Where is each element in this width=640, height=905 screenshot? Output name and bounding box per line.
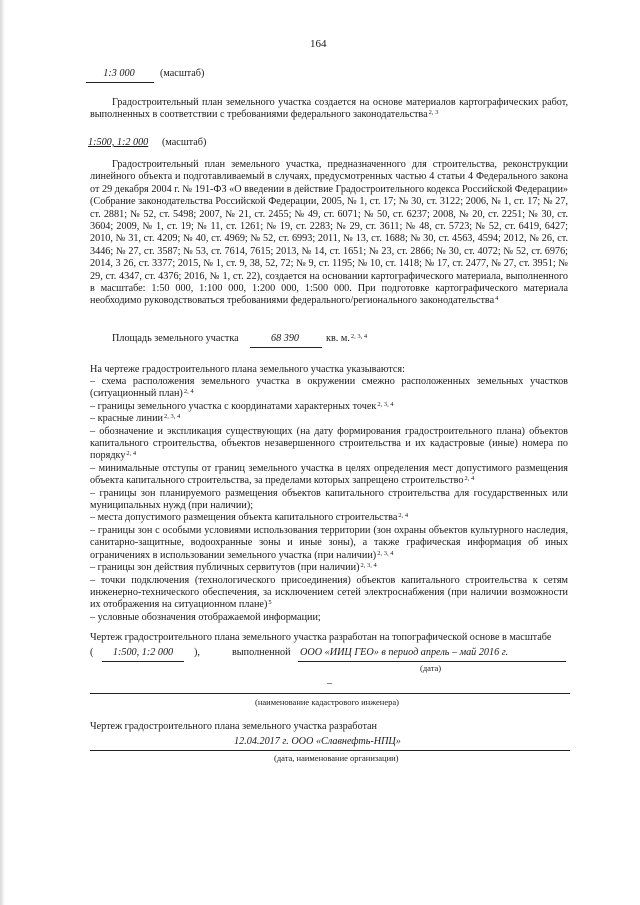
scale-value-1: 1:3 000 bbox=[103, 68, 135, 79]
topo-performed-label: выполненной bbox=[232, 647, 291, 658]
developed-underline bbox=[90, 750, 570, 751]
linear-object-sup: 4 bbox=[495, 295, 499, 303]
developed-value: 12.04.2017 г. ООО «Славнефть-НПЦ» bbox=[234, 736, 401, 747]
list-item: – границы зон с особыми условиями использования территории (зон охраны объектов культурного наследия, санитарно-защитные, водоохранные зоны и иные зоны), а также графическая информация об иных ограничениях в использовании земельного участка (при наличии)$^{2, 3, 4}$ bbox=[90, 524, 568, 561]
intro-sup: 2, 3 bbox=[428, 109, 439, 117]
page-number: 164 bbox=[310, 38, 327, 50]
list-title: На чертеже градостроительного плана земельного участка указываются: bbox=[90, 364, 405, 375]
topo-open-paren: ( bbox=[90, 647, 94, 658]
scale-underline-1 bbox=[86, 82, 154, 83]
area-underline bbox=[250, 347, 322, 348]
list-item: – границы зон действия публичных сервитутов (при наличии)$^{2, 3, 4}$ bbox=[90, 562, 377, 574]
area-label: Площадь земельного участка bbox=[112, 333, 239, 344]
drawing-items-list bbox=[90, 376, 568, 624]
engineer-dash: – bbox=[327, 678, 333, 689]
list-item: – границы земельного участка с координатами характерных точек$^{2, 3, 4}$ bbox=[90, 400, 394, 412]
scale-value-2: 1:500, 1:2 000 bbox=[88, 137, 149, 148]
topo-scale-underline bbox=[102, 661, 184, 662]
topo-organization: ООО «ИИЦ ГЕО» в период апрель – май 2016 г. bbox=[300, 647, 509, 658]
topo-close-paren: ), bbox=[194, 647, 200, 658]
intro-text: Градостроительный план земельного участка создается на основе материалов картографических работ, выполненных в соответствии с требованиями федерального законодательства bbox=[90, 97, 568, 121]
engineer-label: (наименование кадастрового инженера) bbox=[255, 697, 399, 707]
list-item: – условные обозначения отображаемой информации; bbox=[90, 611, 321, 623]
area-value: 68 390 bbox=[270, 333, 299, 344]
linear-object-text: Градостроительный план земельного участка, предназначенного для строительства, реконструкции линейного объекта и подготавливаемый в случаях, предусмотренных частью 4 статьи 4 Федерального закона от 29 декабря 2004 г. № 191-ФЗ «О введении в действие Градостроительного кодекса Российской Федерации» (Собрание законодательства Российской Федерации, 2005, № 1, ст. 17; № 30, ст. 3122; 2006, № 1, ст. 17; № 27, ст. 2881; № 52, ст. 5498; 2007, № 21, ст. 2455; № 49, ст. 6071; № 50, ст. 6237; 2008, № 20, ст. 2251; № 30, ст. 3604; 2009, № 1, ст. 19; № 11, ст. 1261; № 19, ст. 2283; № 29, ст. 3611; № 48, ст. 5723; № 52, ст. 6419, 6427; 2010, № 31, ст. 4209; № 40, ст. 4969; № 52, ст. 6993; 2011, № 13, ст. 1688; № 30, ст. 4563, 4594; 2012, № 26, ст. 3446; № 27, ст. 3587; № 53, ст. 7614, 7615; 2013, № 14, ст. 1651; № 23, ст. 2866; № 30, ст. 4072; № 52, ст. 6976; 2014, 3 26, ст. 3377; 2015, № 1, ст. 9, 38, 52, 72; № 9, ст. 1195; № 10, ст. 1418; № 17, ст. 2477, № 27, ст. 3951; № 29, ст. 4347, ст. 4376; 2016, № 1, ст. 22), создается на основании картографического материала, выполненного в масштабе: 1:50 000, 1:100 000, 1:200 000, 1:500 000. При подготовке картографического материала необходимо руководствоваться требованиями федерального/регионального законодательства bbox=[90, 159, 568, 307]
developed-text: Чертеж градостроительного плана земельного участка разработан bbox=[90, 721, 377, 732]
developed-label: (дата, наименование организации) bbox=[274, 753, 399, 763]
topo-scale: 1:500, 1:2 000 bbox=[112, 647, 174, 658]
list-item: – точки подключения (технологического присоединения) объектов капитального строительства к сетям инженерно-технического обеспечения, за исключением сетей электроснабжения (при наличии возможности их отображения на ситуационном плане)$^5$ bbox=[90, 574, 568, 611]
linear-object-paragraph bbox=[90, 159, 568, 308]
scale-label-1: (масштаб) bbox=[160, 68, 205, 79]
list-item: – места допустимого размещения объекта капитального строительства$^{2, 4}$ bbox=[90, 512, 409, 524]
scan-edge-shadow bbox=[0, 0, 5, 905]
list-item: – красные линии$^{2, 3, 4}$ bbox=[90, 413, 181, 425]
scale-label-2: (масштаб) bbox=[162, 137, 207, 148]
area-unit: кв. м.$^{2, 3, 4}$ bbox=[326, 333, 368, 344]
list-item: – минимальные отступы от границ земельного участка в целях определения мест допустимого размещения объекта капитального строительства, за пределами которых запрещено строительство$^{2, 4}$ bbox=[90, 462, 568, 487]
topo-date-label: (дата) bbox=[420, 663, 442, 673]
intro-paragraph bbox=[90, 97, 568, 122]
list-item: – границы зон планируемого размещения объектов капитального строительства для государственных или муниципальных нужд (при наличии); bbox=[90, 487, 568, 512]
engineer-underline bbox=[90, 693, 570, 694]
topo-text: Чертеж градостроительного плана земельного участка разработан на топографической основе в масштабе bbox=[90, 632, 552, 643]
list-item: – обозначение и экспликация существующих (на дату формирования градостроительного плана) объектов капитального строительства, объектов незавершенного строительства и их кадастровые (иные) номера по порядку$^{2, 4}$ bbox=[90, 425, 568, 462]
list-item: – схема расположения земельного участка в окружении смежно расположенных земельных участков (ситуационный план)$^{2, 4}$ bbox=[90, 376, 568, 400]
